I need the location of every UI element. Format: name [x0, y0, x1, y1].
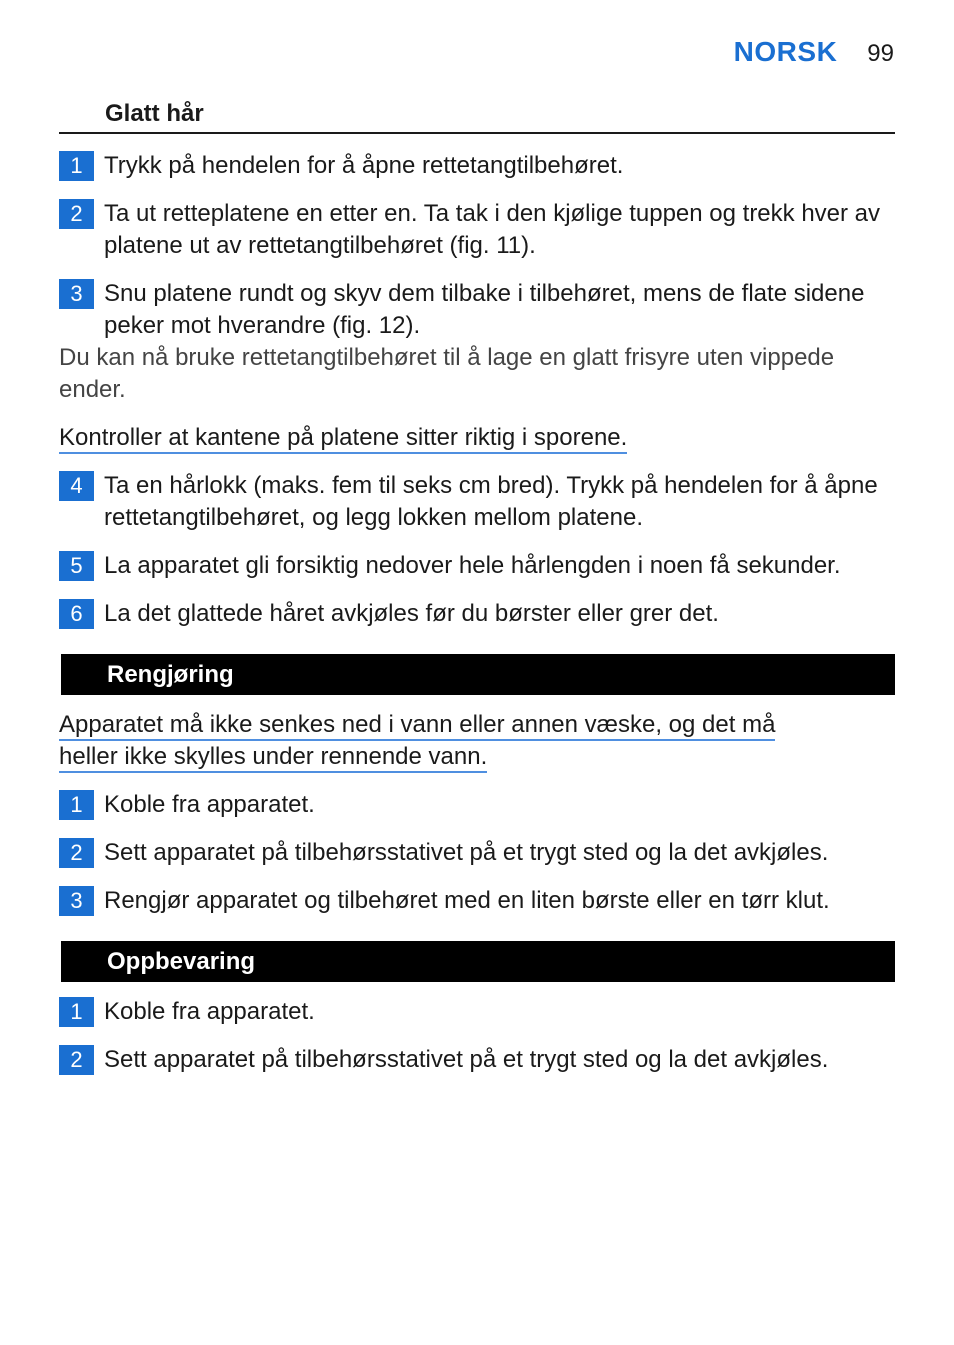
step-number: 4 [59, 471, 94, 501]
step-number: 1 [59, 790, 94, 820]
page-header [734, 36, 894, 68]
page-number: 99 [867, 40, 894, 67]
step-number: 3 [59, 886, 94, 916]
step-text: Sett apparatet på tilbehørsstativet på et trygt sted og la det avkjøles. [104, 839, 829, 866]
step-number: 1 [59, 997, 94, 1027]
step-text: La det glattede håret avkjøles før du børster eller grer det. [104, 600, 719, 627]
step-item [59, 789, 895, 821]
section-heading-glatt-har: Glatt hår [59, 100, 895, 134]
step-item [59, 150, 895, 182]
warning-paragraph [59, 709, 895, 773]
step-text: Koble fra apparatet. [104, 791, 315, 818]
step-item [59, 996, 895, 1028]
note-paragraph: Du kan nå bruke rettetangtilbehøret til å lage en glatt frisyre uten vippede ender. [59, 344, 835, 403]
step-number: 2 [59, 199, 94, 229]
step-item [59, 885, 895, 917]
step-item [59, 278, 895, 342]
step-item [59, 837, 895, 869]
warning-paragraph [59, 422, 895, 454]
step-text: Ta en hårlokk (maks. fem til seks cm bred). Trykk på hendelen for å åpne rettetangtilbehøret, og legg lokken mellom platene. [104, 472, 878, 531]
step-item [59, 1044, 895, 1076]
step-text: Rengjør apparatet og tilbehøret med en liten børste eller en tørr klut. [104, 887, 830, 914]
step-number: 1 [59, 151, 94, 181]
step-text: Trykk på hendelen for å åpne rettetangtilbehøret. [104, 152, 624, 179]
warning-text-line-1: Apparatet må ikke senkes ned i vann eller annen væske, og det må [59, 711, 775, 741]
step-item [59, 470, 895, 534]
warning-text-line-2: heller ikke skylles under rennende vann. [59, 743, 487, 773]
step-number: 5 [59, 551, 94, 581]
step-number: 2 [59, 1045, 94, 1075]
language-label: NORSK [733, 36, 838, 67]
step-text: Sett apparatet på tilbehørsstativet på et trygt sted og la det avkjøles. [104, 1046, 829, 1073]
step-text: Ta ut retteplatene en etter en. Ta tak i den kjølige tuppen og trekk hver av platene ut av rettetangtilbehøret (fig. 11). [104, 200, 881, 259]
section-heading-oppbevaring: Oppbevaring [61, 941, 895, 982]
step-text: La apparatet gli forsiktig nedover hele hårlengden i noen få sekunder. [104, 552, 841, 579]
warning-text: Kontroller at kantene på platene sitter riktig i sporene. [59, 424, 627, 454]
section-heading-rengjoring: Rengjøring [61, 654, 895, 695]
step-number: 3 [59, 279, 94, 309]
step-item [59, 550, 895, 582]
step-number: 6 [59, 599, 94, 629]
step-text: Snu platene rundt og skyv dem tilbake i tilbehøret, mens de flate sidene peker mot hverandre (fig. 12). [104, 280, 865, 339]
step-number: 2 [59, 838, 94, 868]
step-item [59, 598, 895, 630]
step-text: Koble fra apparatet. [104, 998, 315, 1025]
page-content [59, 100, 895, 1076]
step-item [59, 198, 895, 262]
